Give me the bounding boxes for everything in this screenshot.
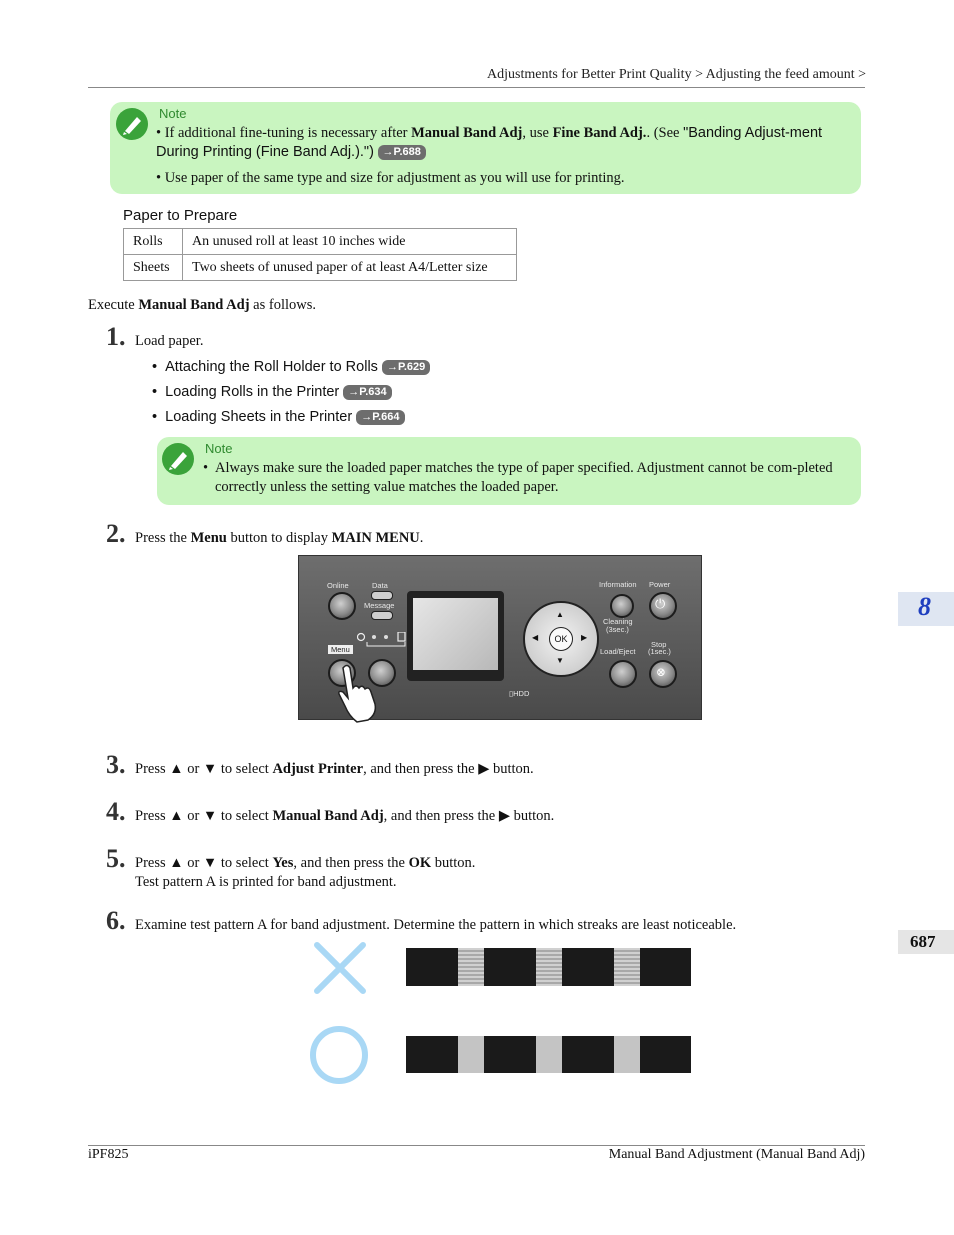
lcd-display: [407, 591, 504, 681]
online-button: [328, 592, 356, 620]
up-arrow-icon: ▲: [556, 610, 564, 619]
power-label: Power: [649, 580, 671, 589]
load-eject-label: Load/Eject: [600, 647, 636, 656]
page-ref-link[interactable]: →P.688: [378, 145, 426, 160]
stop-button: [649, 660, 677, 688]
note-pencil-icon: [162, 443, 194, 475]
page-ref-link[interactable]: →P.634: [343, 385, 391, 400]
information-button: [610, 594, 634, 618]
footer-section-title: Manual Band Adjustment (Manual Band Adj): [608, 1147, 865, 1162]
note-item: • If additional fine-tuning is necessary after Manual Band Adj, use Fine Band Adj.. (See "Banding Adjust-ment During Printing (Fine Band Adj.).") →P.688: [156, 125, 823, 160]
table-cell: Two sheets of unused paper of at least A4/Letter size: [183, 255, 517, 281]
step-number: 2.: [106, 519, 126, 548]
table-cell: Sheets: [124, 255, 183, 281]
step-number: 3.: [106, 750, 126, 779]
note-box: [110, 102, 861, 194]
power-icon: ⏻: [655, 596, 666, 611]
hdd-label: ▯HDD: [509, 689, 530, 698]
note-pencil-icon: [116, 108, 148, 140]
note-link-fine-band[interactable]: "Banding Adjust-ment During Printing (Fine Band Adj.)."): [156, 125, 823, 160]
step-number: 5.: [106, 844, 126, 873]
stop-icon: ⊗: [656, 665, 667, 679]
menu-label: Menu: [328, 645, 353, 654]
cleaning-sub-label: (3sec.): [606, 625, 629, 634]
table-cell: Rolls: [124, 229, 183, 255]
page-number-tab: 687: [898, 930, 954, 954]
information-label: Information: [599, 580, 637, 589]
stop-sub-label: (1sec.): [648, 647, 671, 656]
table-row: [124, 255, 517, 281]
step-number: 1.: [106, 322, 126, 351]
streaked-pattern: [406, 948, 691, 986]
down-arrow-icon: ▼: [556, 656, 564, 665]
step-text: Examine test pattern A for band adjustment. Determine the pattern in which streaks are least noticeable.: [135, 917, 737, 933]
list-item: • Loading Rolls in the Printer →P.634: [152, 384, 392, 400]
paper-table: [123, 228, 517, 281]
control-panel-illustration: [298, 555, 702, 720]
header-rule: [88, 87, 865, 88]
power-button: [649, 592, 677, 620]
message-label: Message: [364, 601, 395, 610]
navigation-dial: [523, 601, 599, 677]
left-arrow-icon: ◀: [532, 633, 539, 642]
note-label: Note: [159, 106, 187, 121]
table-cell: An unused roll at least 10 inches wide: [183, 229, 517, 255]
step-text: Press the Menu button to display MAIN MENU.: [135, 530, 424, 546]
link-loading-sheets[interactable]: Loading Sheets in the Printer: [165, 409, 353, 425]
hand-pointer-icon: [335, 662, 391, 726]
table-row: [124, 229, 517, 255]
paper-heading: Paper to Prepare: [123, 207, 238, 224]
breadcrumb: Adjustments for Better Print Quality > Adjusting the feed amount >: [487, 67, 866, 82]
data-label: Data: [372, 581, 388, 590]
note-box: [157, 437, 861, 505]
link-loading-rolls[interactable]: Loading Rolls in the Printer: [165, 384, 340, 400]
step-text: Press ▲ or ▼ to select Adjust Printer, and then press the ▶ button.: [135, 761, 534, 777]
ok-button: OK: [549, 627, 573, 651]
note-item: • Always make sure the loaded paper matches the type of paper specified. Adjustment cannot be com-pleted correctly unless the setting value matches the loaded paper.: [203, 460, 833, 495]
note-item: • Use paper of the same type and size for adjustment as you will use for printing.: [156, 170, 625, 186]
online-label: Online: [327, 581, 349, 590]
intro-text: Execute Manual Band Adj as follows.: [88, 297, 317, 313]
list-item: • Loading Sheets in the Printer →P.664: [152, 409, 405, 425]
step-text: Test pattern A is printed for band adjustment.: [135, 874, 397, 890]
step-number: 6.: [106, 906, 126, 935]
step-text: Load paper.: [135, 333, 204, 349]
incorrect-mark-icon: [312, 940, 368, 996]
link-roll-holder[interactable]: Attaching the Roll Holder to Rolls: [165, 359, 378, 375]
stop-label: Stop: [651, 640, 667, 649]
page-ref-link[interactable]: →P.629: [382, 360, 430, 375]
list-item: • Attaching the Roll Holder to Rolls →P.629: [152, 359, 430, 375]
right-arrow-icon: ▶: [581, 633, 588, 642]
clean-pattern: [406, 1036, 691, 1073]
message-lamp: [371, 611, 393, 620]
step-text: Press ▲ or ▼ to select Manual Band Adj, and then press the ▶ button.: [135, 808, 555, 824]
load-eject-button: [609, 660, 637, 688]
chapter-tab[interactable]: 8: [898, 592, 954, 626]
step-number: 4.: [106, 797, 126, 826]
correct-mark-icon: [308, 1024, 370, 1086]
cleaning-label: Cleaning: [603, 617, 633, 626]
data-lamp: [371, 591, 393, 600]
step-text: Press ▲ or ▼ to select Yes, and then press the OK button.: [135, 855, 476, 871]
footer-model: iPF825: [88, 1147, 129, 1162]
paper-source-indicator: [357, 632, 407, 648]
page-ref-link[interactable]: →P.664: [356, 410, 404, 425]
note-label: Note: [205, 441, 233, 456]
footer-rule: [88, 1145, 865, 1146]
